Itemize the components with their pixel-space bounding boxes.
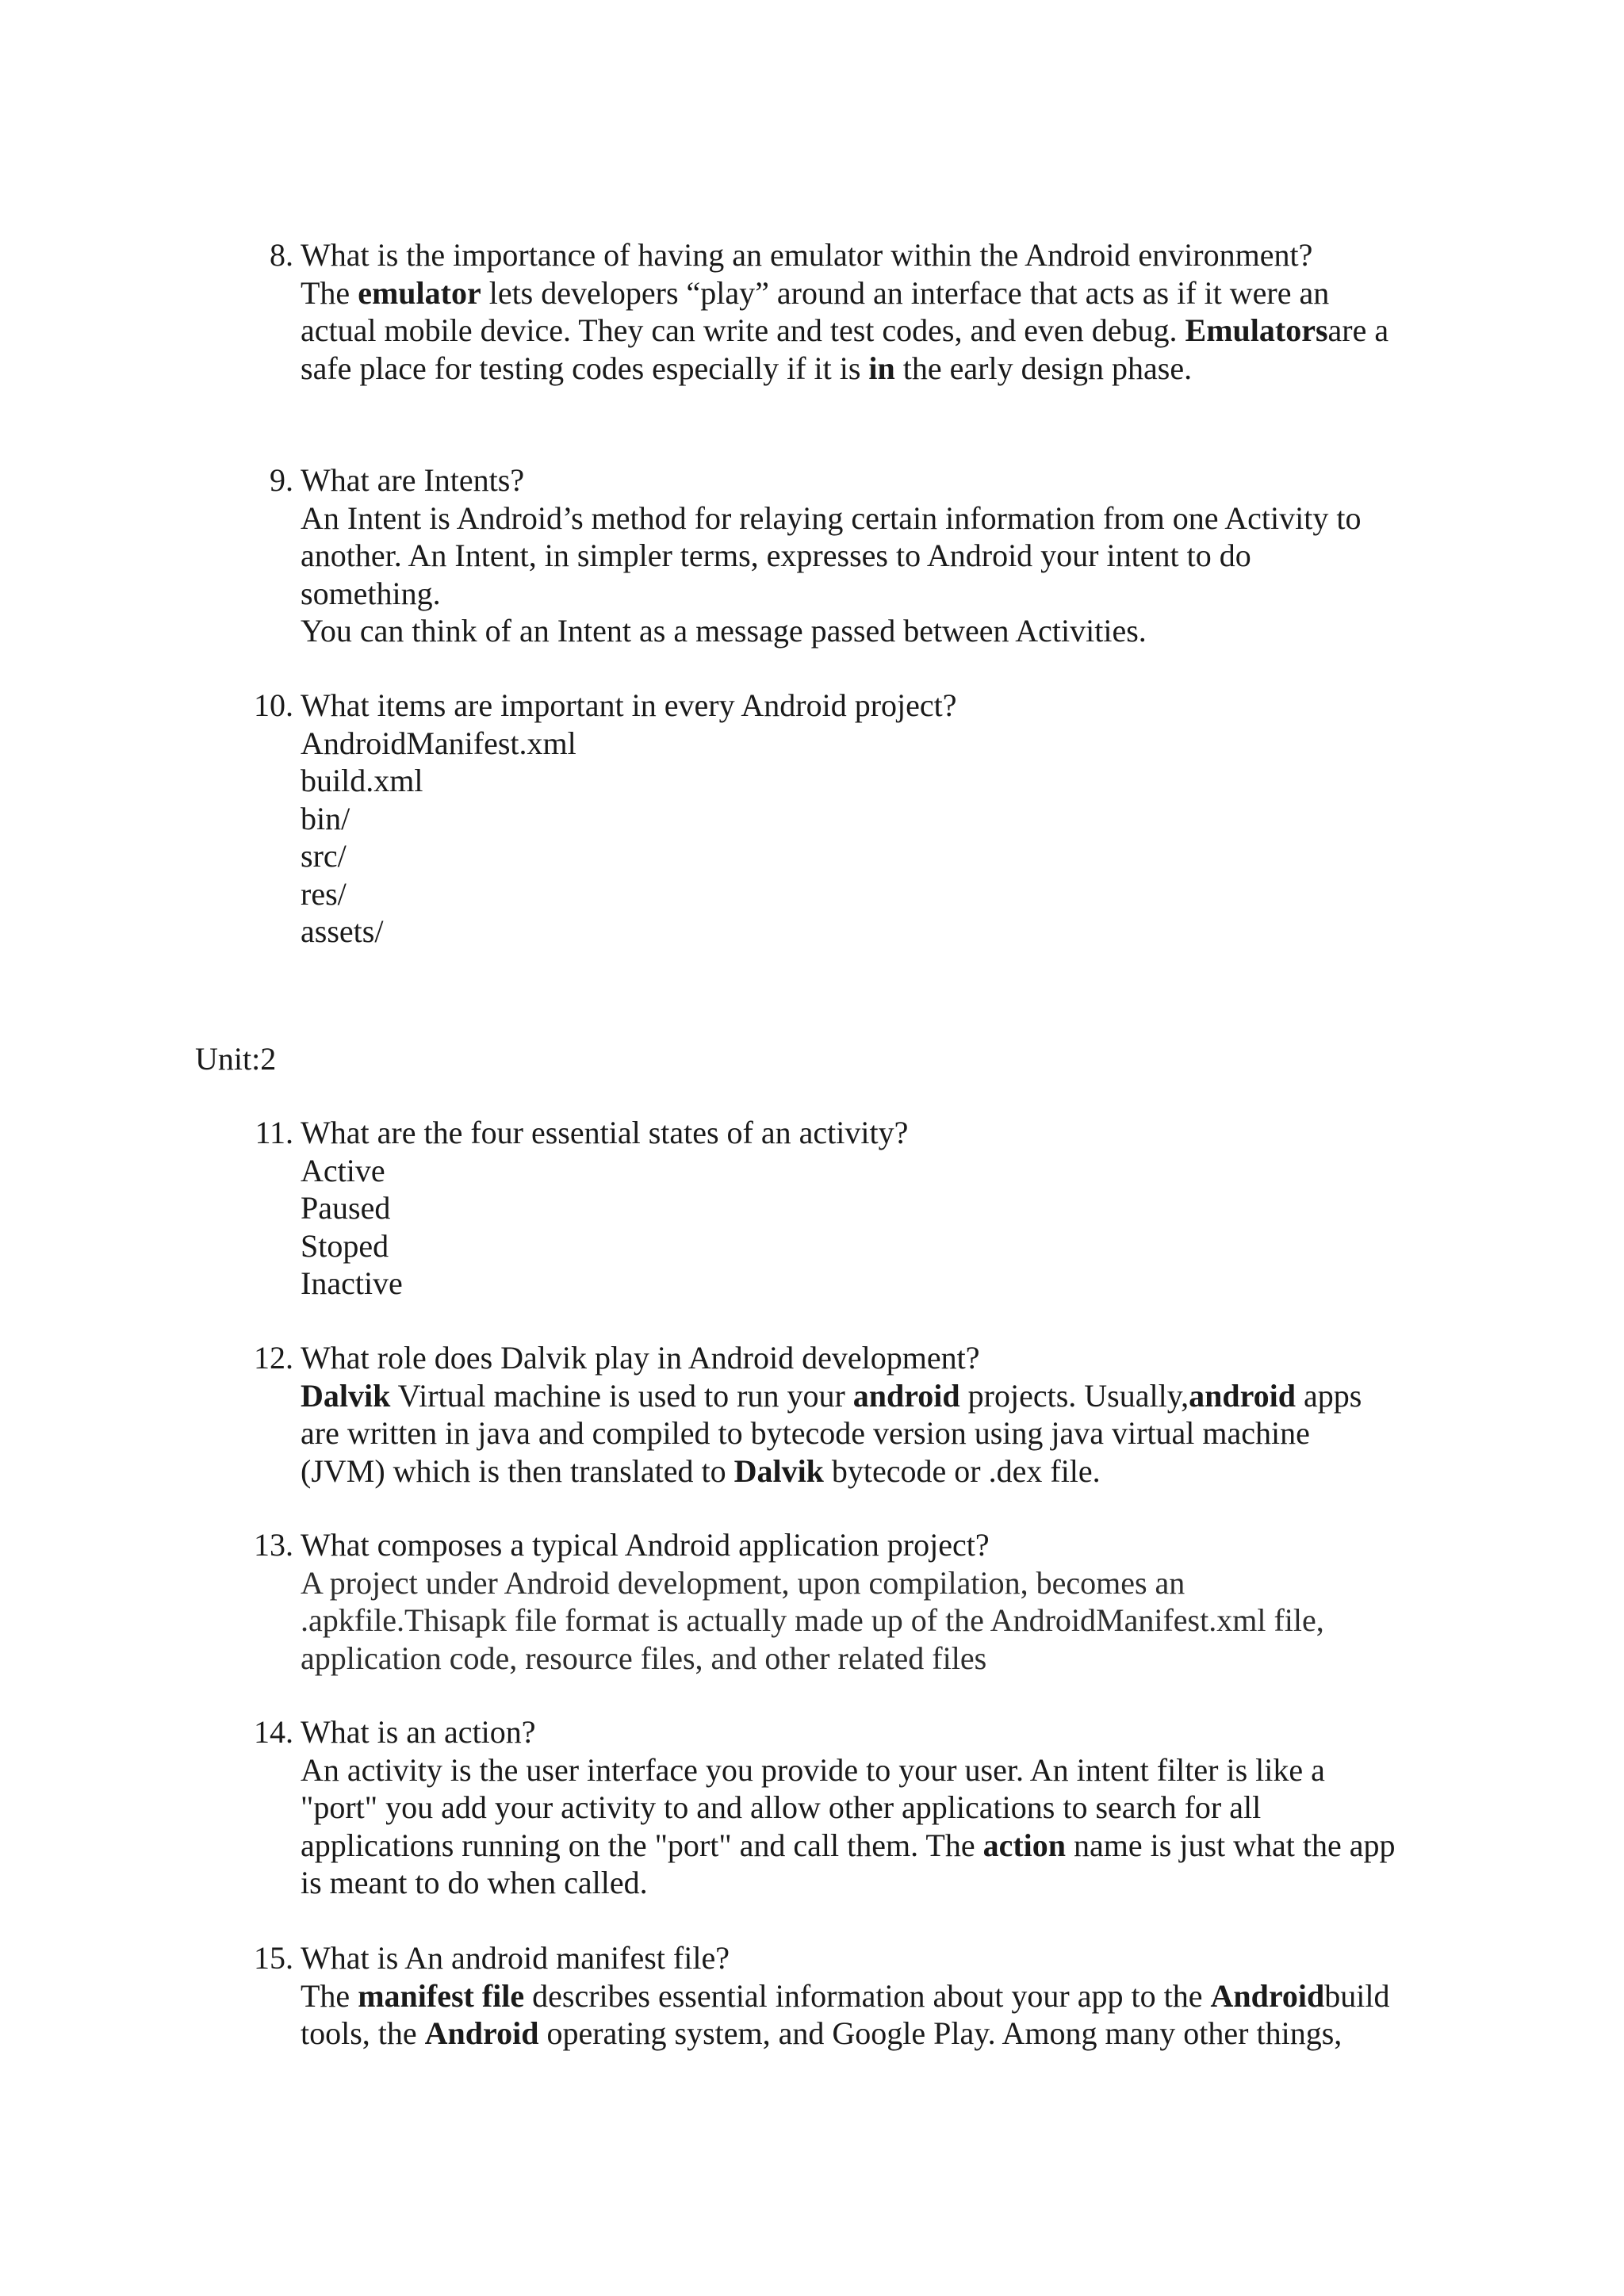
list-item: res/ — [301, 875, 347, 912]
answer-line: application code, resource files, and other related files — [301, 1640, 987, 1676]
list-item: Stoped — [301, 1227, 389, 1264]
question-10 — [242, 687, 1479, 951]
list-item: src/ — [301, 838, 347, 874]
question-text: What are the four essential states of an activity? — [301, 1115, 909, 1150]
list-item: bin/ — [301, 800, 350, 836]
question-8 — [242, 236, 1479, 387]
answer-line: A project under Android development, upon compilation, becomes an — [301, 1564, 1185, 1601]
answer-line: The manifest file describes essential information about your app to the Androidbuild — [301, 1977, 1390, 2014]
list-item: Active — [301, 1152, 385, 1188]
answer-line: "port" you add your activity to and allow other applications to search for all — [301, 1789, 1262, 1825]
list-item: build.xml — [301, 763, 423, 798]
answer-list — [301, 725, 1479, 951]
list-item: Inactive — [301, 1265, 403, 1301]
list-item: Paused — [301, 1190, 391, 1226]
question-number: 11. — [255, 1115, 293, 1150]
list-item: AndroidManifest.xml — [301, 725, 576, 761]
answer-line: Dalvik Virtual machine is used to run your android projects. Usually,android apps — [301, 1377, 1362, 1414]
answer-line: another. An Intent, in simpler terms, expresses to Android your intent to do — [301, 538, 1251, 573]
answer-line: tools, the Android operating system, and Google Play. Among many other things, — [301, 2015, 1342, 2051]
question-12 — [242, 1339, 1479, 1490]
answer — [301, 1564, 1479, 1678]
answer-line: something. — [301, 575, 441, 611]
answer-line: applications running on the "port" and call them. The action name is just what the app — [301, 1827, 1396, 1863]
question-number: 9. — [270, 462, 293, 498]
question-text: What is the importance of having an emulator within the Android environment? — [301, 237, 1313, 273]
answer-line: You can think of an Intent as a message passed between Activities. — [301, 613, 1147, 649]
answer-line: An activity is the user interface you provide to your user. An intent filter is like a — [301, 1751, 1325, 1788]
question-number: 10. — [254, 687, 293, 723]
question-14 — [242, 1713, 1479, 1902]
answer — [301, 1977, 1479, 2053]
list-item: assets/ — [301, 913, 384, 949]
unit-heading: Unit:2 — [195, 1041, 277, 1077]
question-number: 8. — [270, 237, 293, 273]
question-9 — [242, 461, 1479, 650]
question-text: What are Intents? — [301, 462, 525, 498]
question-11 — [242, 1114, 1479, 1303]
answer-line: The emulator lets developers “play” around an interface that acts as if it were an — [301, 274, 1330, 311]
question-number: 12. — [254, 1340, 293, 1376]
answer-line: actual mobile device. They can write and test codes, and even debug. Emulatorsare a — [301, 312, 1389, 348]
answer — [301, 1377, 1479, 1490]
question-text: What is An android manifest file? — [301, 1940, 730, 1976]
question-text: What composes a typical Android application project? — [301, 1527, 990, 1563]
answer — [301, 274, 1479, 388]
question-number: 14. — [254, 1714, 293, 1750]
answer-line: .apkfile.Thisapk file format is actually made up of the AndroidManifest.xml file, — [301, 1602, 1324, 1638]
question-number: 15. — [254, 1940, 293, 1976]
question-number: 13. — [254, 1527, 293, 1563]
answer-line: (JVM) which is then translated to Dalvik bytecode or .dex file. — [301, 1452, 1101, 1489]
question-text: What role does Dalvik play in Android development? — [301, 1340, 980, 1376]
question-15 — [242, 1939, 1479, 2053]
question-text: What is an action? — [301, 1714, 536, 1750]
answer — [301, 1751, 1479, 1902]
answer-line: An Intent is Android’s method for relaying certain information from one Activity to — [301, 499, 1362, 536]
answer-list — [301, 1152, 1479, 1303]
answer — [301, 499, 1479, 650]
answer-line: is meant to do when called. — [301, 1865, 648, 1900]
question-text: What items are important in every Android project? — [301, 687, 957, 723]
answer-line: are written in java and compiled to bytecode version using java virtual machine — [301, 1415, 1310, 1451]
answer-line: safe place for testing codes especially if it is in the early design phase. — [301, 350, 1193, 386]
question-13 — [242, 1526, 1479, 1677]
